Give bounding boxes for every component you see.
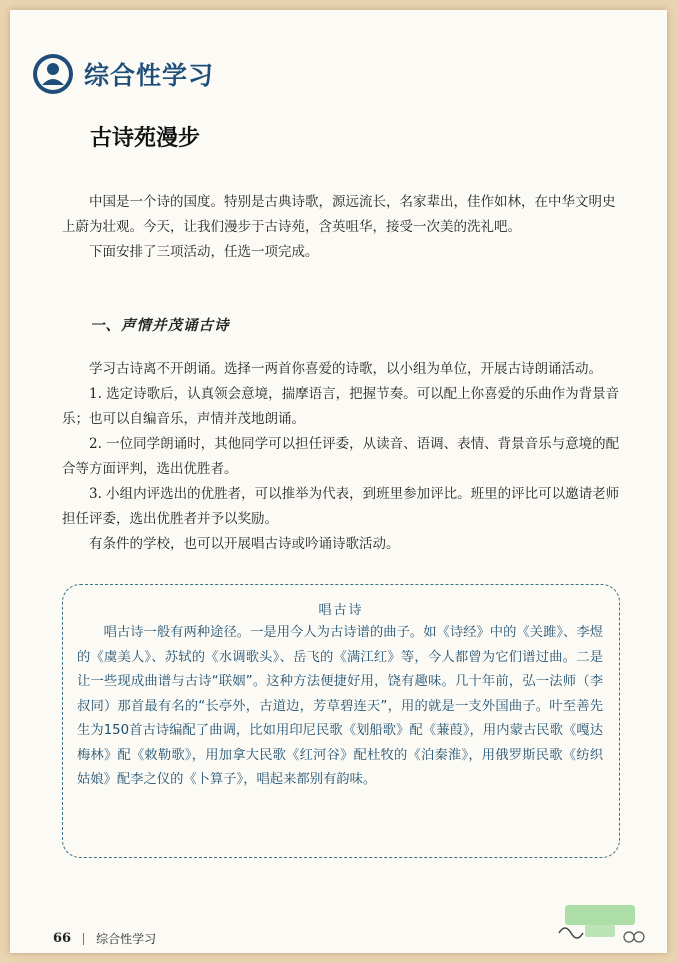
footer-divider [83,933,84,945]
section-header [32,50,214,98]
activity-paragraph: 学习古诗离不开朗诵。选择一两首你喜爱的诗歌，以小组为单位，开展古诗朗诵活动。 [89,361,602,377]
activity-paragraph: 2. 一位同学朗诵时，其他同学可以担任评委，从读音、语调、表情、背景音乐与意境的配合等方面评判，选出优胜者。 [62,436,620,477]
sidebar-title: 唱古诗 [318,603,364,618]
sidebar-box [62,584,620,858]
lesson-title: 古诗苑漫步 [90,125,201,151]
activity-text [62,357,622,557]
intro-text [62,190,622,265]
page-footer [53,930,156,947]
activity-paragraph: 1. 选定诗歌后，认真领会意境，揣摩语言，把握节奏。可以配上你喜爱的乐曲作为背景音乐；也可以自编音乐，声情并茂地朗诵。 [62,386,620,427]
intro-paragraph: 中国是一个诗的国度。特别是古典诗歌，源远流长，名家辈出，佳作如林，在中华文明史上蔚为壮观。今天，让我们漫步于古诗苑，含英咀华，接受一次美的洗礼吧。 [62,194,616,235]
watermark-logo-icon [557,903,647,945]
textbook-page [10,10,667,953]
intro-paragraph: 下面安排了三项活动，任选一项完成。 [89,244,319,260]
page-number: 66 [53,931,72,946]
section-title: 综合性学习 [84,61,215,90]
sidebar-body: 唱古诗一般有两种途径。一是用今人为古诗谱的曲子。如《诗经》中的《关雎》、李煜的《虞美人》、苏轼的《水调歌头》、岳飞的《满江红》等，今人都曾为它们谱过曲。二是让一些现成曲谱与古诗“联姻”。这种方法便捷好用，饶有趣味。几十年前，弘一法师（李叔同）那首最有名的“长亭外，古道边，芳草碧连天”，用的就是一支外国曲子。叶至善先生为150首古诗编配了曲调，比如用印尼民歌《划船歌》配《蒹葭》，用内蒙古民歌《嘎达梅林》配《敕勒歌》，用加拿大民歌《红河谷》配杜牧的《泊秦淮》，用俄罗斯民歌《纺织姑娘》配李之仪的《卜算子》，唱起来都别有韵味。 [77,625,603,787]
activity-paragraph: 有条件的学校，也可以开展唱古诗或吟诵诗歌活动。 [89,536,400,552]
activity-heading: 一、声情并茂诵古诗 [90,318,230,334]
activity-paragraph: 3. 小组内评选出的优胜者，可以推举为代表，到班里参加评比。班里的评比可以邀请老师担任评委，选出优胜者并予以奖励。 [62,486,620,527]
person-icon [32,53,74,95]
footer-section-label: 综合性学习 [96,932,157,946]
